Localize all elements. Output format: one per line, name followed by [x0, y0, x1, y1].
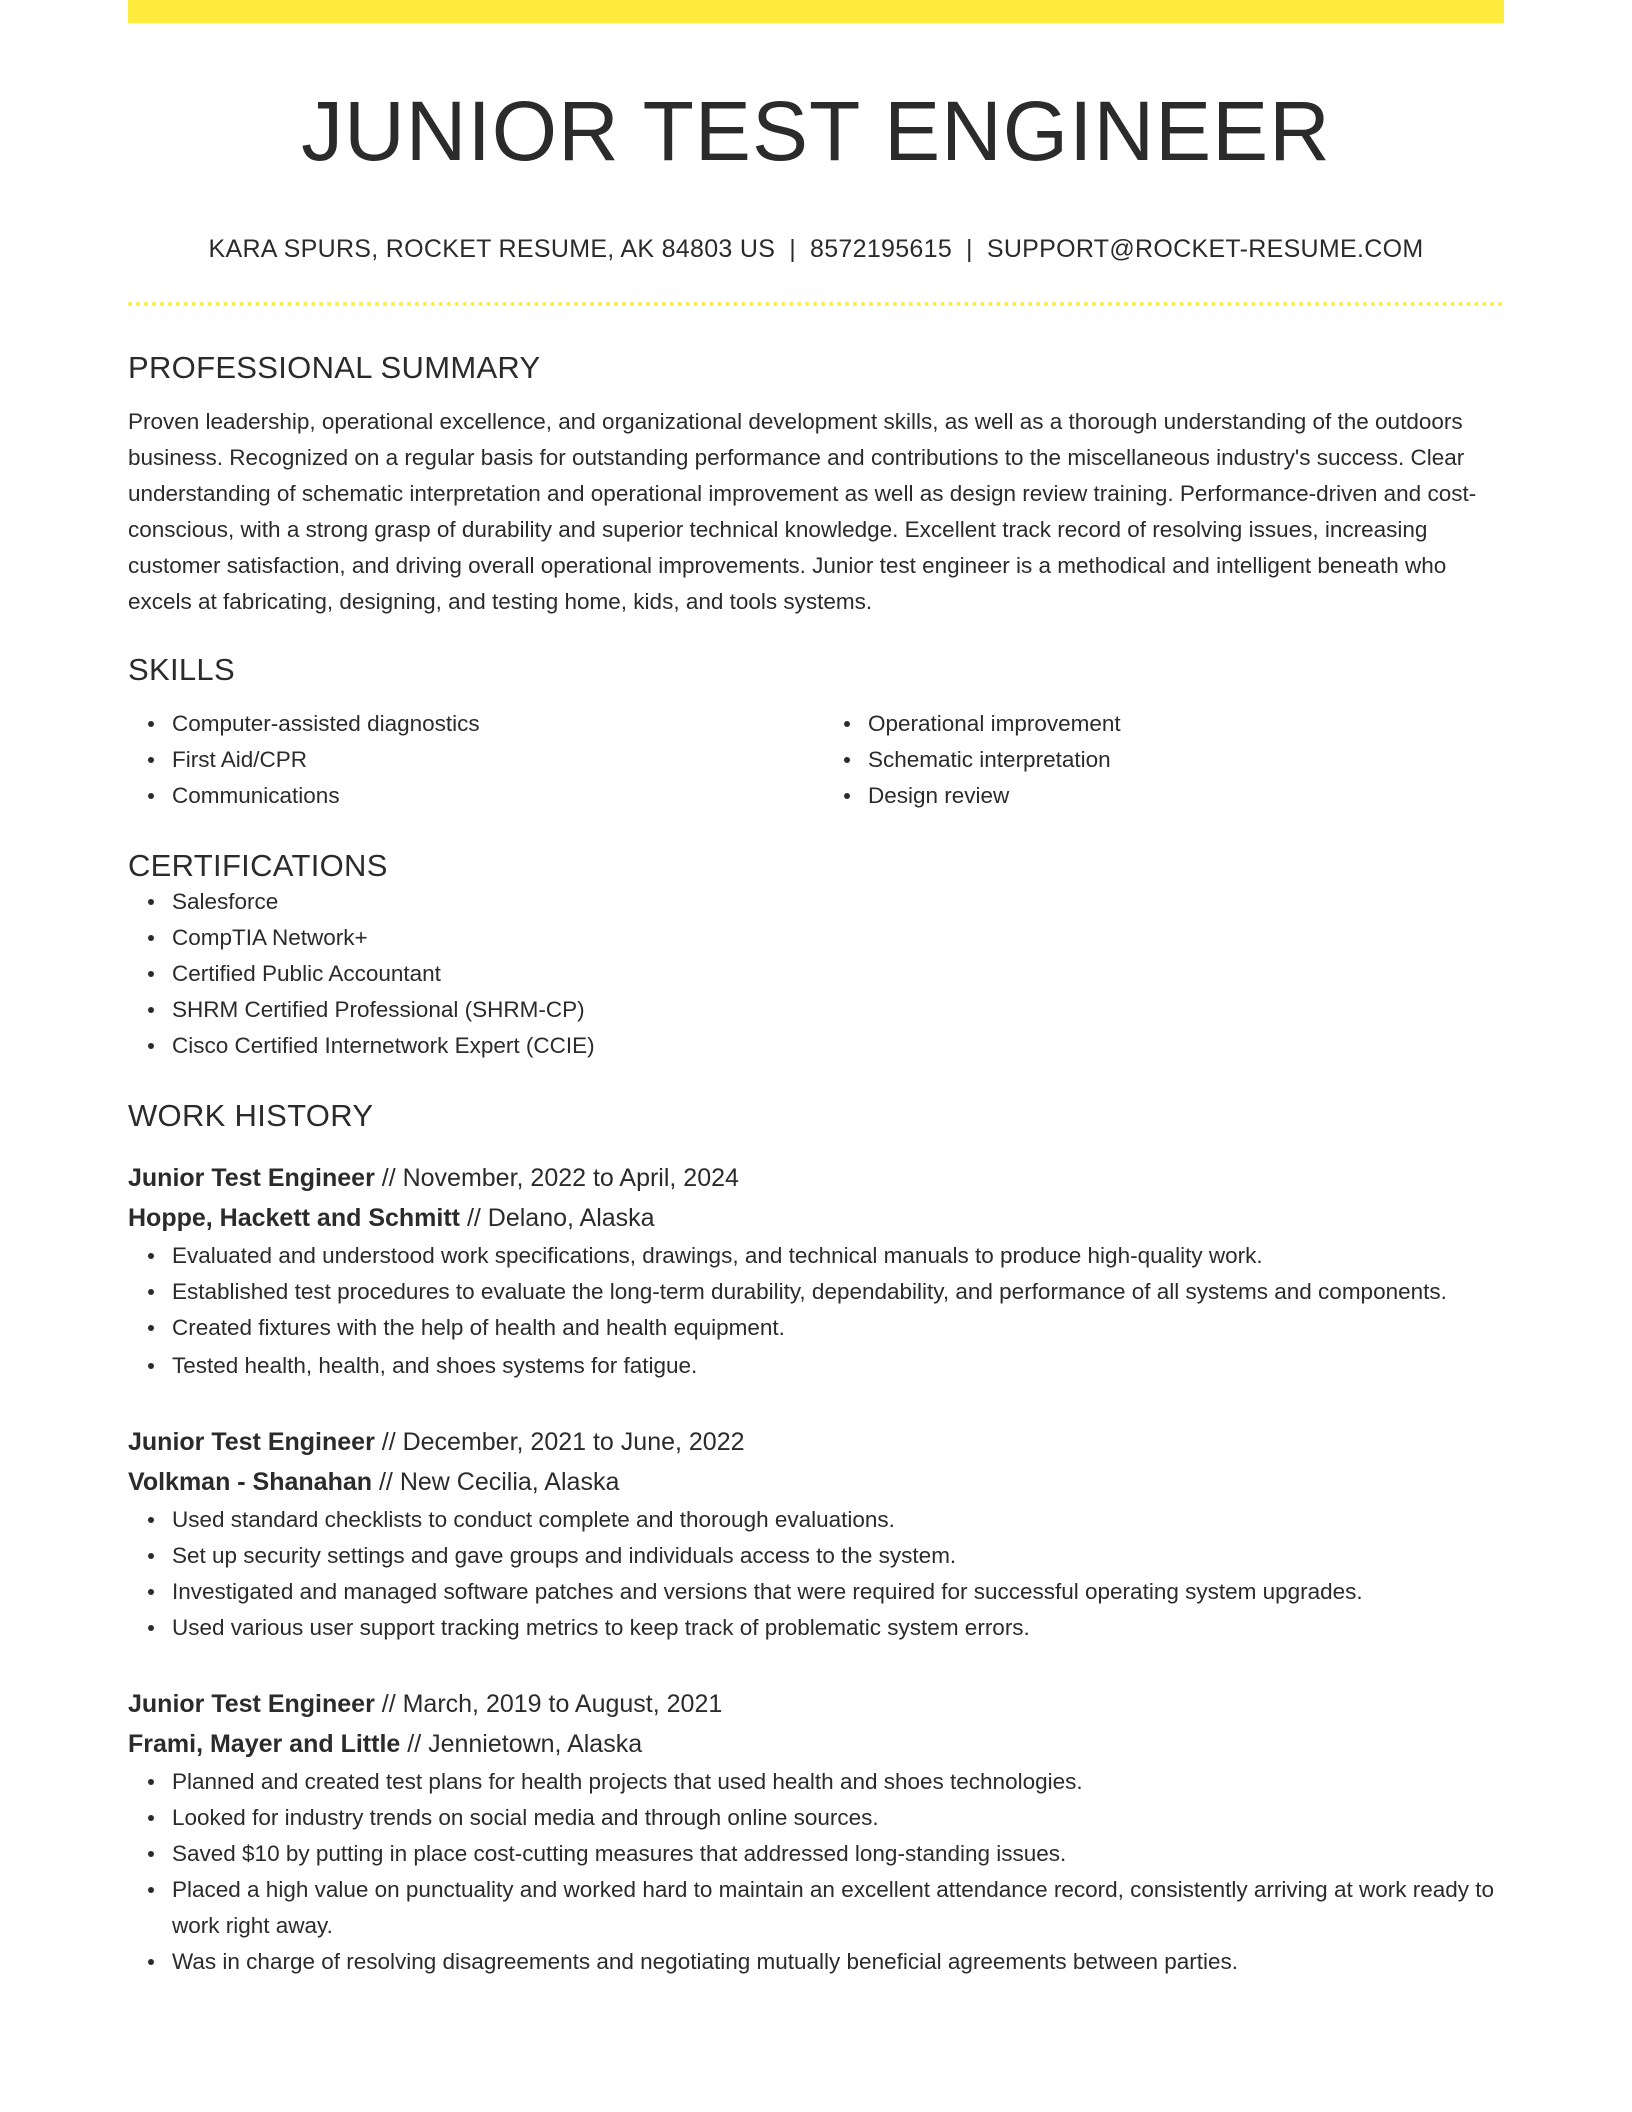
certification-item: Cisco Certified Internetwork Expert (CCIE)	[172, 1028, 1504, 1064]
job-bullet: Looked for industry trends on social media and through online sources.	[172, 1800, 1504, 1836]
job-title: Junior Test Engineer	[128, 1428, 375, 1457]
skills-list-right	[816, 706, 1504, 814]
job-bullets	[128, 1502, 1504, 1646]
job-bullet: Tested health, health, and shoes systems for fatigue.	[172, 1348, 1504, 1384]
job-location: // New Cecilia, Alaska	[372, 1468, 620, 1497]
job-title-line	[128, 1422, 1504, 1462]
skill-item: First Aid/CPR	[172, 742, 816, 778]
job-bullets	[128, 1764, 1504, 1980]
job-location: // Jennietown, Alaska	[400, 1730, 643, 1759]
contact-separator: |	[789, 235, 796, 264]
job-bullet: Planned and created test plans for health projects that used health and shoes technologies.	[172, 1764, 1504, 1800]
skill-item: Communications	[172, 778, 816, 814]
job-entry	[128, 1158, 1504, 1384]
job-dates: // November, 2022 to April, 2024	[374, 1164, 739, 1193]
contact-address: KARA SPURS, ROCKET RESUME, AK 84803 US	[208, 235, 776, 264]
job-bullets	[128, 1238, 1504, 1384]
top-accent-bar	[128, 0, 1504, 23]
skills-column-right	[816, 706, 1504, 814]
certification-item: SHRM Certified Professional (SHRM-CP)	[172, 992, 1504, 1028]
resume-title: JUNIOR TEST ENGINEER	[301, 84, 1331, 178]
summary-text: Proven leadership, operational excellence, and organizational development skills, as well as a thorough understanding of the outdoors business. Recognized on a regular basis for outstanding performance and contributions to the miscellaneous industry's success. Clear understanding of schematic interpretation and operational improvement as well as design review training. Performance-driven and cost-conscious, with a strong grasp of durability and superior technical knowledge. Excellent track record of resolving issues, increasing customer satisfaction, and driving overall operational improvements. Junior test engineer is a methodical and intelligent beneath who excels at fabricating, designing, and testing home, kids, and tools systems.	[128, 409, 1477, 615]
skills-grid	[128, 706, 1504, 814]
job-title: Junior Test Engineer	[128, 1690, 375, 1719]
job-title: Junior Test Engineer	[128, 1164, 375, 1193]
certifications-heading: CERTIFICATIONS	[128, 848, 388, 884]
contact-line	[128, 235, 1504, 264]
job-bullet: Used standard checklists to conduct complete and thorough evaluations.	[172, 1502, 1504, 1538]
job-company-line	[128, 1462, 1504, 1502]
work-history-heading: WORK HISTORY	[128, 1098, 374, 1134]
certification-item: Certified Public Accountant	[172, 956, 1504, 992]
job-entry	[128, 1422, 1504, 1646]
skill-item: Design review	[868, 778, 1504, 814]
job-bullet: Was in charge of resolving disagreements and negotiating mutually beneficial agreements between parties.	[172, 1944, 1504, 1980]
job-bullet: Evaluated and understood work specifications, drawings, and technical manuals to produce high-quality work.	[172, 1238, 1504, 1274]
summary-heading: PROFESSIONAL SUMMARY	[128, 350, 541, 386]
contact-separator: |	[966, 235, 973, 264]
job-entry	[128, 1684, 1504, 1980]
job-dates: // March, 2019 to August, 2021	[374, 1690, 723, 1719]
skills-heading: SKILLS	[128, 652, 235, 688]
job-company: Volkman - Shanahan	[128, 1468, 373, 1497]
job-company-line	[128, 1724, 1504, 1764]
job-company: Frami, Mayer and Little	[128, 1730, 401, 1759]
skill-item: Schematic interpretation	[868, 742, 1504, 778]
job-bullet: Created fixtures with the help of health and health equipment.	[172, 1310, 1504, 1346]
job-title-line	[128, 1158, 1504, 1198]
skill-item: Computer-assisted diagnostics	[172, 706, 816, 742]
job-dates: // December, 2021 to June, 2022	[374, 1428, 745, 1457]
job-location: // Delano, Alaska	[460, 1204, 655, 1233]
resume-page	[128, 0, 1504, 1980]
job-bullet: Investigated and managed software patches and versions that were required for successful operating system upgrades.	[172, 1574, 1504, 1610]
header-divider	[128, 302, 1504, 306]
certifications-list	[128, 884, 1504, 1064]
job-bullet: Used various user support tracking metrics to keep track of problematic system errors.	[172, 1610, 1504, 1646]
job-bullet: Established test procedures to evaluate the long-term durability, dependability, and performance of all systems and components.	[172, 1274, 1504, 1310]
job-company: Hoppe, Hackett and Schmitt	[128, 1204, 460, 1233]
contact-email: SUPPORT@ROCKET-RESUME.COM	[986, 235, 1424, 264]
job-company-line	[128, 1198, 1504, 1238]
skill-item: Operational improvement	[868, 706, 1504, 742]
job-bullet: Placed a high value on punctuality and worked hard to maintain an excellent attendance record, consistently arriving at work ready to work right away.	[172, 1872, 1504, 1944]
certification-item: Salesforce	[172, 884, 1504, 920]
job-bullet: Saved $10 by putting in place cost-cutting measures that addressed long-standing issues.	[172, 1836, 1504, 1872]
skills-column-left	[128, 706, 816, 814]
certification-item: CompTIA Network+	[172, 920, 1504, 956]
job-title-line	[128, 1684, 1504, 1724]
job-bullet: Set up security settings and gave groups and individuals access to the system.	[172, 1538, 1504, 1574]
skills-list-left	[128, 706, 816, 814]
contact-phone: 8572195615	[810, 235, 953, 264]
